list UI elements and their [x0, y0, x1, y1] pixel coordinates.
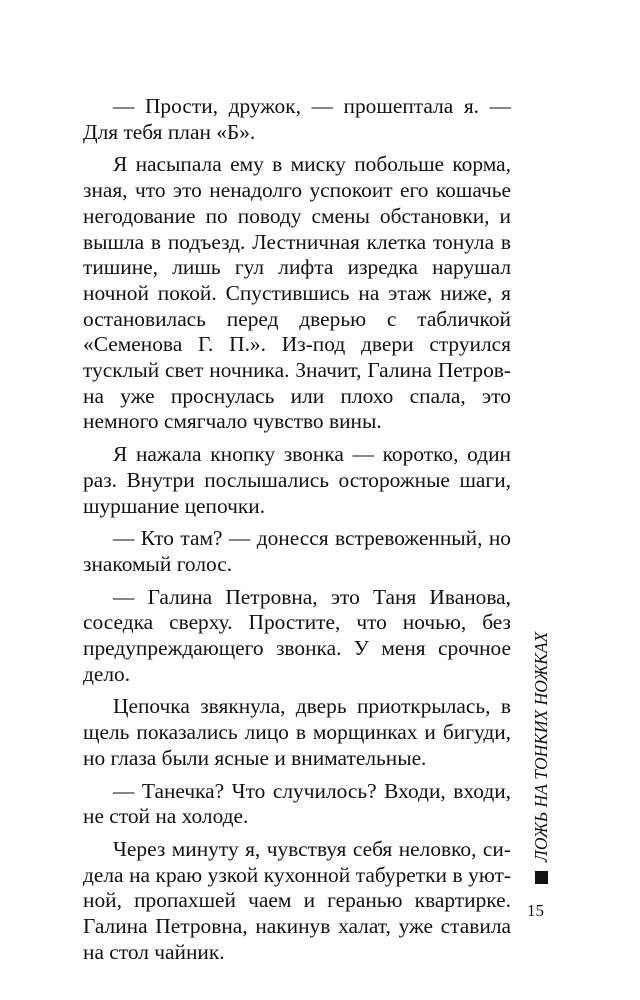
square-bullet-icon [535, 871, 548, 884]
paragraph: — Танечка? Что случилось? Входи, входи, не стой на холоде. [83, 778, 511, 829]
paragraph: — Кто там? — донесся встревоженный, но знакомый голос. [83, 526, 511, 576]
body-text [83, 94, 511, 966]
paragraph: Я насыпала ему в миску побольше корма, зная, что это ненадолго успокоит его кошачье негодование по поводу смены обстановки, и вышла в подъезд. Лестничная клетка тонула в тишине, лишь гул лифта изредка нарушал ночной покой. Спустившись на этаж ниже, я остановилась перед дверью с табличкой «Семенова Г. П.». Из-под двери струился тусклый свет ночника. Значит, Галина Петровна уже проснулась или плохо спала, это немного смягчало чувство вины. [83, 152, 511, 434]
paragraph: — Прости, дружок, — прошептала я. — Для тебя план «Б». [83, 94, 511, 144]
running-title-text: ЛОЖЬ НА ТОНКИХ НОЖКАХ [531, 631, 551, 862]
paragraph: Я нажала кнопку звонка — коротко, один раз. Внутри послышались осторожные шаги, шуршание цепочки. [83, 442, 511, 518]
running-title [531, 612, 551, 884]
paragraph: Цепочка звякнула, дверь приоткрылась, в щель показались лицо в морщинках и бигуди, но глаза были ясные и внимательные. [83, 694, 511, 770]
page-number: 15 [527, 901, 544, 920]
paragraph: Через минуту я, чувствуя себя неловко, сидела на краю узкой кухонной табуретки в уютной, пропахшей чаем и геранью квартирке. Галина Петровна, накинув халат, уже ставила на стол чайник. [83, 836, 511, 964]
paragraph: — Галина Петровна, это Таня Иванова, соседка сверху. Простите, что ночью, без предупреждающего звонка. У меня срочное дело. [83, 584, 511, 686]
